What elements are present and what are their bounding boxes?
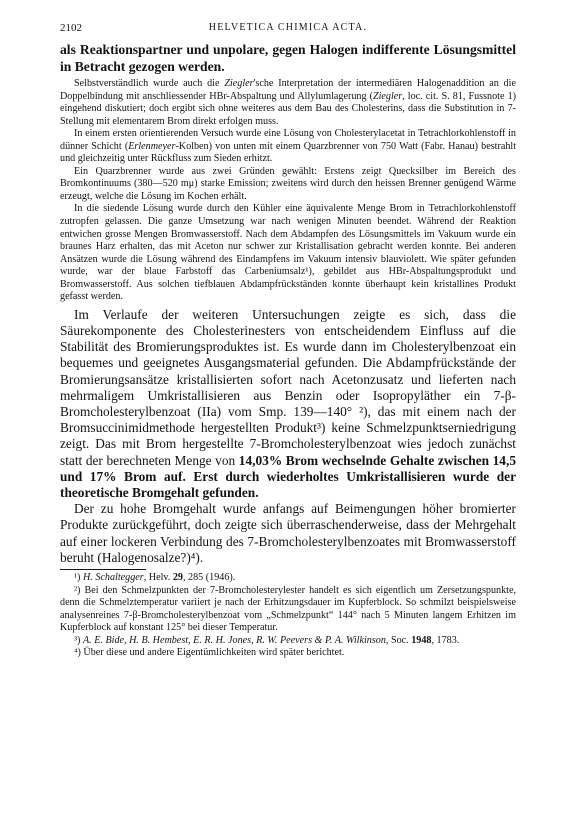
main-paragraph: [60, 307, 516, 501]
text-run: ¹): [74, 572, 83, 584]
text-run: ⁴) Über diese und andere Eigentümlichkeiten wird später berichtet.: [74, 647, 345, 659]
footnote: [60, 572, 516, 585]
intro-line: als Reaktionspartner und unpolare, gegen Halogen indifferente Lösungsmittel in Betracht gezogen werden.: [60, 42, 516, 74]
small-paragraph: [60, 203, 516, 303]
footnote: [60, 585, 516, 635]
bold-run: 29: [172, 572, 183, 584]
document-page: [60, 22, 516, 660]
text-run: , 285 (1946).: [182, 572, 236, 584]
text-run: In die siedende Lösung wurde durch den Kühler eine äquivalente Menge Brom in Tetrachlorkohlenstoff zutropfen gelassen. Die ganze Umsetzung war nach wenigen Minuten beendet. Während der Reaktion entwichen grosse Mengen Bromwasserstoff. Nach dem Abdampfen des Lösungsmittels im Vakuum wurde ein braunes Harz erhalten, das mit Aceton nur schwer zur Kristallisation gebracht werden konnte. Bei anderen Ansätzen wurde die Lösung während des Eindampfens im Vakuum intensiv blauviolett. Wie später gefunden wurde, war der blaue Farbstoff das Carbeniumsalz¹), gebildet aus HBr-Abspaltungsprodukt und Bromwasserstoff. Aus solchen tiefblauen Abdampfrückständen konnte überhaupt kein kristallines Produkt gefasst werden.: [60, 203, 516, 303]
page-header: [60, 22, 516, 38]
main-paragraph: [60, 501, 516, 566]
text-run: 'sche Interpretation der intermediären Halogenaddition an die Doppelbindung mit anschliessender HBr-Abspaltung und Allylumlagerung (: [60, 78, 516, 102]
text-run: Der zu hohe Bromgehalt wurde anfangs auf Beimengungen höher bromierter Produkte zurückgeführt, doch zeigte sich überraschenderweise, dass der Mehrgehalt auf einer lockeren Verbindung des 7-Bromcholesterylbenzoates mit Bromwasserstoff beruht (Halogenosalze?)⁴).: [60, 501, 516, 565]
text-run: -Kolben) von unten mit einem Quarzbrenner von 750 Watt (Fabr. Hanau) bestrahlt und gleichzeitig unter Rückfluss zum Sieden erhitzt.: [60, 140, 517, 165]
text-run: ³): [74, 634, 83, 646]
page-number: 2102: [60, 22, 82, 34]
italic-run: A. E. Bide, H. B. Hembest, E. R. H. Jones, R. W. Peevers & P. A. Wilkinson: [82, 634, 386, 646]
italic-run: H. Schaltegger: [82, 572, 144, 584]
footnote: [60, 647, 516, 660]
text-run: Selbstverständlich wurde auch die: [74, 78, 225, 89]
text-run: In einem ersten orientierenden Versuch wurde eine Lösung von Cholesterylacetat in Tetrachlorkohlenstoff in dünner Schicht (: [60, 128, 516, 152]
bold-run: 1948: [411, 634, 432, 646]
journal-title: HELVETICA CHIMICA ACTA.: [208, 22, 368, 33]
main-text-section: [60, 307, 516, 566]
small-print-section: [60, 78, 516, 304]
small-paragraph: [60, 166, 516, 204]
footnote-rule: [60, 569, 146, 570]
text-run: Im Verlaufe der weiteren Untersuchungen zeigte es sich, dass die Säurekomponente des Cholesterinesters von entscheidendem Einfluss auf die Stabilität des Bromierungsproduktes ist. Es wurde dann im Cholesterylbenzoat ein bequemes und geeignetes Ausgangsmaterial gefunden. Die Abdampfrückstände der Bromierungsansätze kristallisierten sofort nach Acetonzusatz und lieferten nach mehrmaligem Umkristallisieren aus Benzin oder Isopropyläther ein 7-β-Bromcholesterylbenzoat (IIa) vom Smp. 139—140° ²), das mit einem nach der Bromsuccinimidmethode hergestellten Produkt³) keine Schmelzpunktserniedrigung zeigt. Das mit Brom hergestellte 7-Bromcholesterylbenzoat wies jedoch zunächst statt der berechneten Menge von: [60, 306, 516, 468]
italic-run: Ziegler: [372, 90, 403, 102]
small-paragraph: [60, 128, 516, 166]
italic-run: Ziegler: [224, 78, 254, 89]
text-run: , Helv.: [143, 572, 173, 584]
text-run: , 1783.: [431, 634, 460, 646]
italic-run: Erlenmeyer: [128, 140, 176, 152]
footnotes: [60, 572, 516, 660]
text-run: , Soc.: [385, 634, 412, 646]
text-run: , loc. cit. S. 81, Fussnote 1) eingehend diskutiert; doch ergibt sich ohne weiteres aus dem Bau des Cholesterins, dass die Substitution in 7-Stellung mit elementarem Brom direkt erfolgen muss.: [60, 90, 516, 127]
small-paragraph: [60, 78, 516, 128]
text-run: ²) Bei den Schmelzpunkten der 7-Bromcholesterylester handelt es sich eigentlich um Zersetzungspunkte, denn die Schmelztemperatur variiert je nach der Erhitzungsdauer im Kupferblock. So schmilzt beispielsweise analysenreines 7-β-Bromcholesterylbenzoat vom „Schmelzpunkt“ 144° nach 5 Minuten langem Erhitzen im Kupferblock auf konstant 125° bei dieser Temperatur.: [60, 584, 516, 634]
text-run: Ein Quarzbrenner wurde aus zwei Gründen gewählt: Erstens zeigt Quecksilber im Bereich des Bromkontinuums (380—520 mμ) starke Emission; zweitens wird durch den heissen Brenner genügend Wärme erzeugt, welche die Lösung im Kochen erhält.: [60, 165, 516, 202]
bold-run: 14,03% Brom wechselnde Gehalte zwischen 14,5 und 17% Brom auf. Erst durch wiederholtes Umkristallisieren wurde der theoretische Bromgehalt gefunden.: [60, 452, 516, 501]
footnote: [60, 635, 516, 648]
